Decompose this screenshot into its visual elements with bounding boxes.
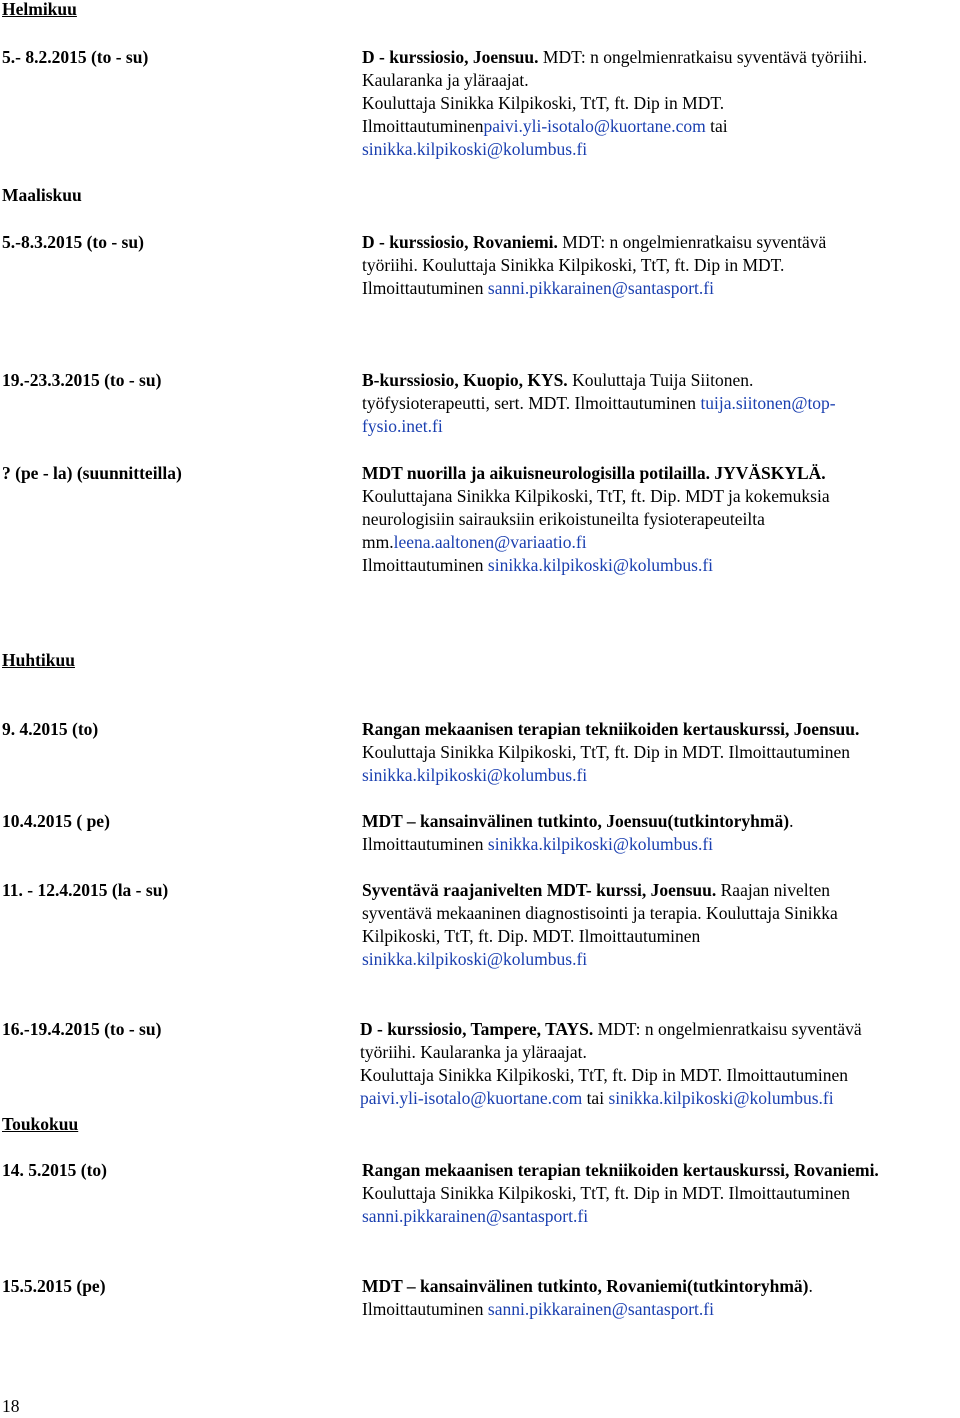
course-title: Syventävä raajanivelten MDT- kurssi, Joensuu.	[362, 880, 717, 900]
course-description: B-kurssiosio, Kuopio, KYS. Kouluttaja Tuija Siitonen. työfysioterapeutti, sert. MDT. Ilmoittautuminen tuija.siitonen@top- fysio.inet.fi	[362, 370, 836, 436]
course-date: ? (pe - la) (suunnitteilla)	[2, 463, 182, 483]
course-title: MDT – kansainvälinen tutkinto, Rovaniemi(tutkintoryhmä)	[362, 1276, 809, 1296]
month-heading-february: Helmikuu	[2, 0, 77, 19]
course-description: MDT – kansainvälinen tutkinto, Joensuu(tutkintoryhmä). Ilmoittautuminen sinikka.kilpikoski@kolumbus.fi	[362, 811, 794, 854]
email-link[interactable]: sinikka.kilpikoski@kolumbus.fi	[487, 555, 714, 575]
month-heading-march: Maaliskuu	[2, 185, 82, 205]
course-description: Syventävä raajanivelten MDT- kurssi, Joensuu. Raajan nivelten syventävä mekaaninen diagnostisointi ja terapia. Kouluttaja Sinikka Kilpikoski, TtT, ft. Dip. MDT. Ilmoittautuminen sinikka.kilpikoski@kolumbus.fi	[362, 880, 838, 969]
course-title: MDT – kansainvälinen tutkinto, Joensuu(tutkintoryhmä)	[362, 811, 790, 831]
course-description: D - kurssiosio, Rovaniemi. MDT: n ongelmienratkaisu syventävä työriihi. Kouluttaja Sinikka Kilpikoski, TtT, ft. Dip in MDT. Ilmoittautuminen sanni.pikkarainen@santasport.fi	[362, 232, 827, 298]
email-link[interactable]: sinikka.kilpikoski@kolumbus.fi	[362, 949, 588, 969]
course-title: Rangan mekaanisen terapian tekniikoiden kertauskurssi, Rovaniemi.	[362, 1160, 879, 1180]
email-link[interactable]: sanni.pikkarainen@santasport.fi	[487, 278, 714, 298]
course-description: MDT nuorilla ja aikuisneurologisilla potilailla. JYVÄSKYLÄ. Kouluttajana Sinikka Kilpikoski, TtT, ft. Dip. MDT ja kokemuksia neurologisiin sairauksiin erikoistuneilta fysioterapeuteilta mm.leena.aaltonen@variaatio.fi Ilmoittautuminen sinikka.kilpikoski@kolumbus.fi	[362, 463, 830, 575]
course-description: Rangan mekaanisen terapian tekniikoiden kertauskurssi, Rovaniemi. Kouluttaja Sinikka Kilpikoski, TtT, ft. Dip in MDT. Ilmoittautuminen sanni.pikkarainen@santasport.fi	[362, 1160, 879, 1226]
course-description: MDT – kansainvälinen tutkinto, Rovaniemi(tutkintoryhmä). Ilmoittautuminen sanni.pikkarainen@santasport.fi	[362, 1276, 813, 1319]
course-date: 15.5.2015 (pe)	[2, 1276, 106, 1296]
course-title: MDT nuorilla ja aikuisneurologisilla potilailla. JYVÄSKYLÄ.	[362, 463, 826, 483]
course-description: D - kurssiosio, Joensuu. MDT: n ongelmienratkaisu syventävä työriihi. Kaularanka ja yläraajat. Kouluttaja Sinikka Kilpikoski, TtT, ft. Dip in MDT. Ilmoittautuminenpaivi.yli-isotalo@kuortane.com tai sinikka.kilpikoski@kolumbus.fi	[362, 47, 868, 159]
course-description: Rangan mekaanisen terapian tekniikoiden kertauskurssi, Joensuu. Kouluttaja Sinikka Kilpikoski, TtT, ft. Dip in MDT. Ilmoittautuminen sinikka.kilpikoski@kolumbus.fi	[362, 719, 860, 785]
course-date: 16.-19.4.2015 (to - su)	[2, 1019, 162, 1039]
course-date: 5.- 8.2.2015 (to - su)	[2, 47, 149, 67]
email-link[interactable]: sinikka.kilpikoski@kolumbus.fi	[487, 834, 714, 854]
page-number: 18	[2, 1396, 20, 1416]
month-heading-april: Huhtikuu	[2, 650, 75, 670]
course-date: 11. - 12.4.2015 (la - su)	[2, 880, 169, 900]
course-title: D - kurssiosio, Joensuu.	[362, 47, 539, 67]
email-link[interactable]: leena.aaltonen@variaatio.fi	[393, 532, 587, 552]
course-title: D - kurssiosio, Tampere, TAYS.	[360, 1019, 594, 1039]
email-link[interactable]: paivi.yli-isotalo@kuortane.com	[360, 1088, 583, 1108]
email-link[interactable]: tuija.siitonen@top-	[700, 393, 836, 413]
email-link[interactable]: sanni.pikkarainen@santasport.fi	[487, 1299, 714, 1319]
course-date: 10.4.2015 ( pe)	[2, 811, 110, 831]
course-date: 9. 4.2015 (to)	[2, 719, 99, 739]
course-date: 14. 5.2015 (to)	[2, 1160, 107, 1180]
email-link[interactable]: sanni.pikkarainen@santasport.fi	[362, 1206, 589, 1226]
email-link[interactable]: sinikka.kilpikoski@kolumbus.fi	[608, 1088, 834, 1108]
course-date: 19.-23.3.2015 (to - su)	[2, 370, 162, 390]
email-link[interactable]: paivi.yli-isotalo@kuortane.com	[483, 116, 706, 136]
email-link[interactable]: fysio.inet.fi	[362, 416, 443, 436]
course-title: Rangan mekaanisen terapian tekniikoiden kertauskurssi, Joensuu.	[362, 719, 860, 739]
course-title: B-kurssiosio, Kuopio, KYS.	[362, 370, 568, 390]
course-title: D - kurssiosio, Rovaniemi.	[362, 232, 558, 252]
course-description: D - kurssiosio, Tampere, TAYS. MDT: n ongelmienratkaisu syventävä työriihi. Kaularanka ja yläraajat. Kouluttaja Sinikka Kilpikoski, TtT, ft. Dip in MDT. Ilmoittautuminen paivi.yli-isotalo@kuortane.com tai sinikka.kilpikoski@kolumbus.fi	[360, 1019, 862, 1108]
month-heading-may: Toukokuu	[2, 1114, 79, 1134]
email-link[interactable]: sinikka.kilpikoski@kolumbus.fi	[362, 765, 588, 785]
email-link[interactable]: sinikka.kilpikoski@kolumbus.fi	[362, 139, 588, 159]
course-date: 5.-8.3.2015 (to - su)	[2, 232, 144, 252]
